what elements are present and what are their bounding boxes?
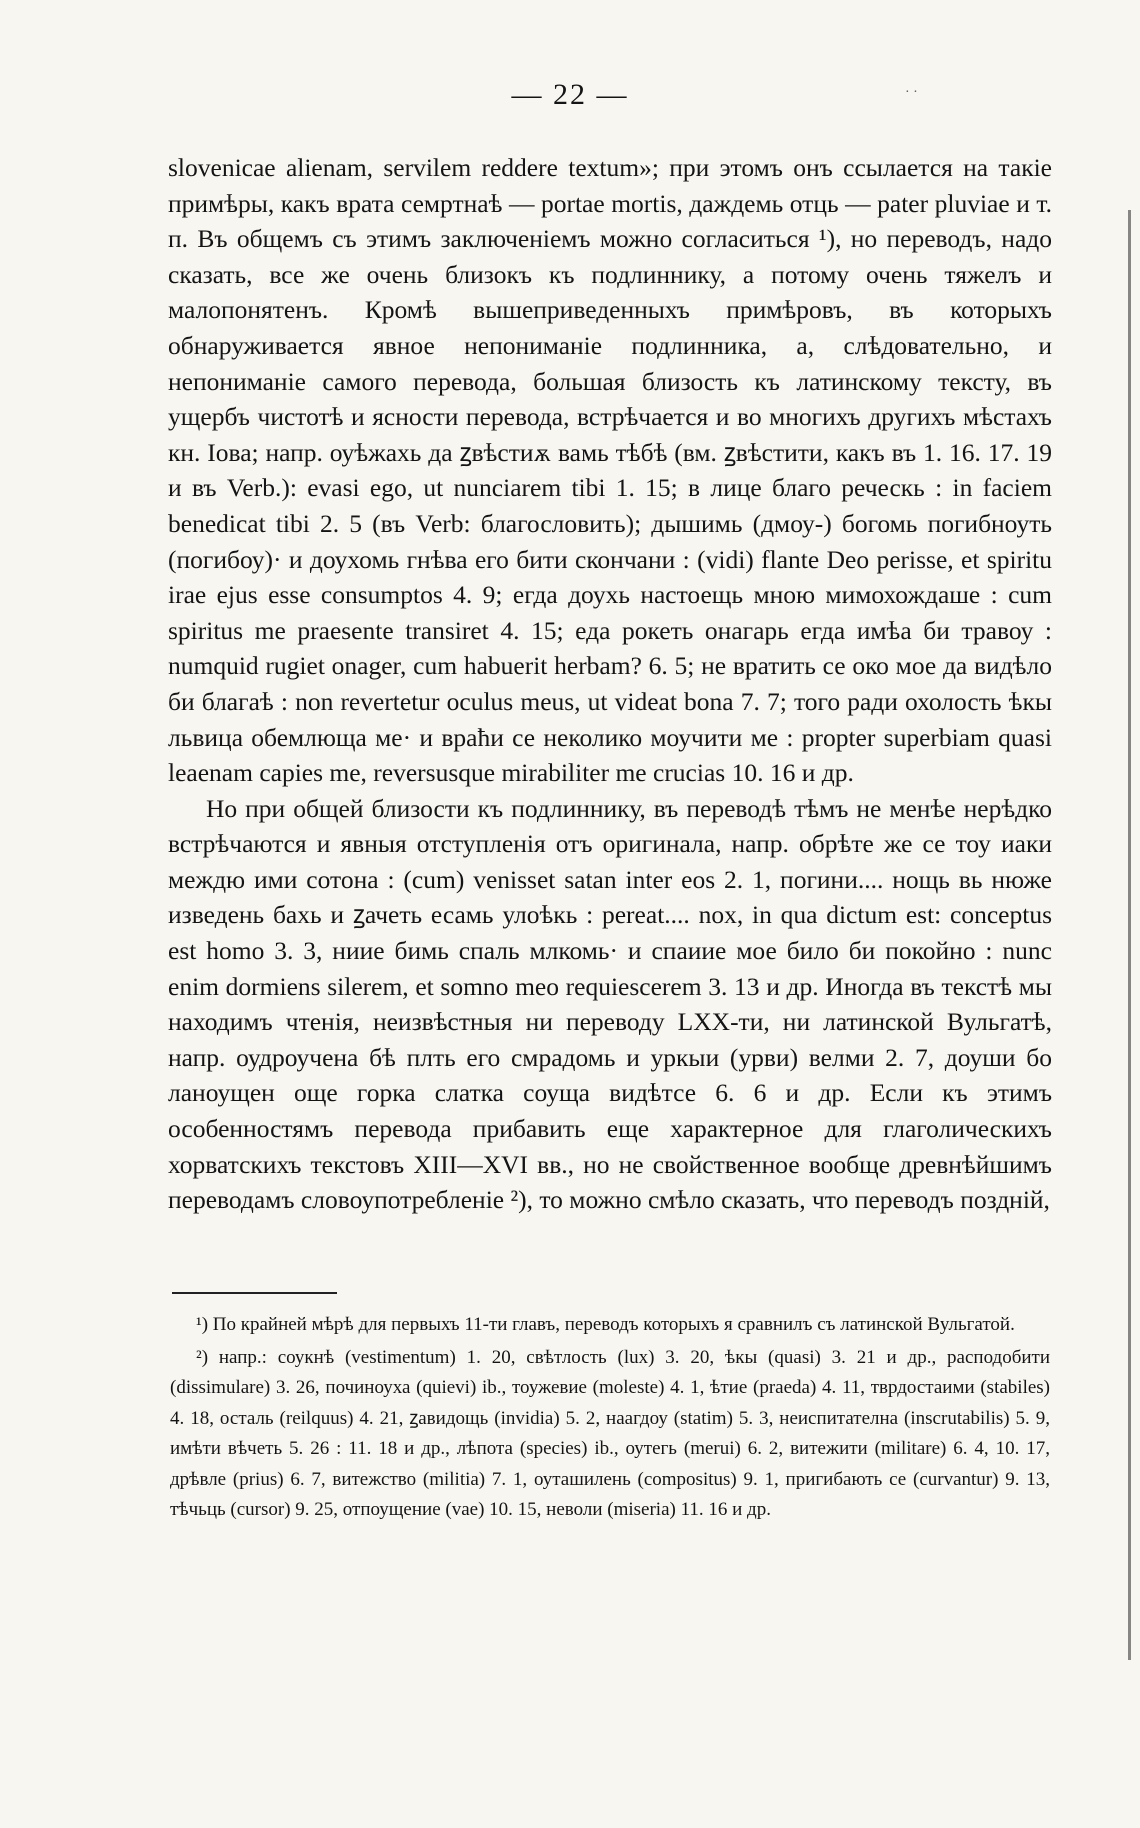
paragraph-2: Но при общей близости къ подлиннику, въ переводѣ тѣмъ не менѣе нерѣдко встрѣчаются и явныя отступленія отъ оригинала, напр. обрѣте же се тоу иаки междю ими сотона : (cum) venisset satan inter eos 2. 1, погини.... нощь вь нюже изведень бахь и ꙁачеть есамь улоѣкь : pereat.... nox, in qua dictum est: conceptus est homo 3. 3, ниие бимь спаль млкомь· и спаиие мое било би покойно : nunc enim dormiens silerem, et somno meo requiescerem 3. 13 и др. Иногда въ текстѣ мы находимъ чтенія, неизвѣстныя ни переводу LXX-ти, ни латинской Вульгатѣ, напр. оудроучена бѣ плть его смрадомь и уркыи (урви) велми 2. 7, доуши бо ланоущен още горка слатка соуща видѣтсе 6. 6 и др. Если къ этимъ особенностямъ перевода прибавить еще характерное для глаголическихъ хорватскихъ текстовъ XIII—XVI вв., но не свойственное вообще древнѣйшимъ переводамъ словоупотребленіе ²), то можно смѣло сказать, что переводъ поздній, <box>168 793 1052 1215</box>
footnote-2: ²) напр.: соукнѣ (vestimentum) 1. 20, свѣтлость (lux) 3. 20, ѣкы (quasi) 3. 21 и др., расподобити (dissimulare) 3. 26, починоуха (quievi) ib., тоужевие (moleste) 4. 1, ѣтие (praeda) 4. 11, тврдостаими (stabiles) 4. 18, осталь (reilquus) 4. 21, ꙁавидощь (invidia) 5. 2, наагдоу (statim) 5. 3, неиспитателна (inscrutabilis) 5. 9, имѣти вѣчеть 5. 26 : 11. 18 и др., лѣпота (species) ib., оутегь (merui) 6. 2, витежити (militare) 6. 4, 10. 17, дрѣвле (prius) 6. 7, витежство (militia) 7. 1, оуташилень (compositus) 9. 1, пригибають се (curvantur) 9. 13, тѣчьць (cursor) 9. 25, отпоущение (vae) 10. 15, неволи (miseria) 11. 16 и др. <box>170 1346 1050 1520</box>
footnote-separator <box>172 1292 337 1294</box>
paragraph-1: slovenicae alienam, servilem reddere textum»; при этомъ онъ ссылается на такіе примѣры, какъ врата семртнаѣ — portae mortis, даждемь отць — pater pluviae и т. п. Въ общемъ съ этимъ заключеніемъ можно согласиться ¹), но переводъ, надо сказать, все же очень близокъ къ подлиннику, а потому очень тяжелъ и малопонятенъ. Кромѣ вышеприведенныхъ примѣровъ, въ которыхъ обнаруживается явное непониманіе подлинника, а, слѣдовательно, и непониманіе самого перевода, большая близость къ латинскому тексту, въ ущербъ чистотѣ и ясности перевода, встрѣчается и во многихъ другихъ мѣстахъ кн. Іова; напр. оуѣжахь да ꙁвѣстиѫ вамь тѣбѣ (вм. ꙁвѣстити, какъ въ 1. 16. 17. 19 и въ Verb.): evasi ego, ut nunciarem tibi 1. 15; в лице благо реческь : in faciem benedicat tibi 2. 5 (въ Verb: благословить); дышимь (дмоу-) богомь погибноуть (погибоу)· и доухомь гнѣва его бити скончани : (vidi) flante Deo perisse, et spiritu irae ejus esse consumptos 4. 9; егда доухь настоещь мною мимохождаше : cum spiritus me praesente transiret 4. 15; еда рокеть онагарь егда имѣа би травоу : numquid rugiet onager, cum habuerit herbam? 6. 5; не вратить се око мое да видѣло би благаѣ : non revertetur oculus meus, ut videat bona 7. 7; того ради охолость ѣкы львица обемлюща ме· и враћи се неколико моучити ме : propter superbiam quasi leaenam capies me, reversusque mirabiliter me crucias 10. 16 и др. <box>168 153 1052 788</box>
footnotes <box>170 1310 1050 1528</box>
scan-edge-line <box>1128 210 1131 1660</box>
scan-specks: · · <box>905 85 918 100</box>
page-number: — 22 — <box>511 78 629 111</box>
footnote-1: ¹) По крайней мѣрѣ для первыхъ 11-ти главъ, переводъ которыхъ я сравнилъ съ латинской Вульгатой. <box>196 1314 1015 1335</box>
main-text <box>168 150 1052 1218</box>
